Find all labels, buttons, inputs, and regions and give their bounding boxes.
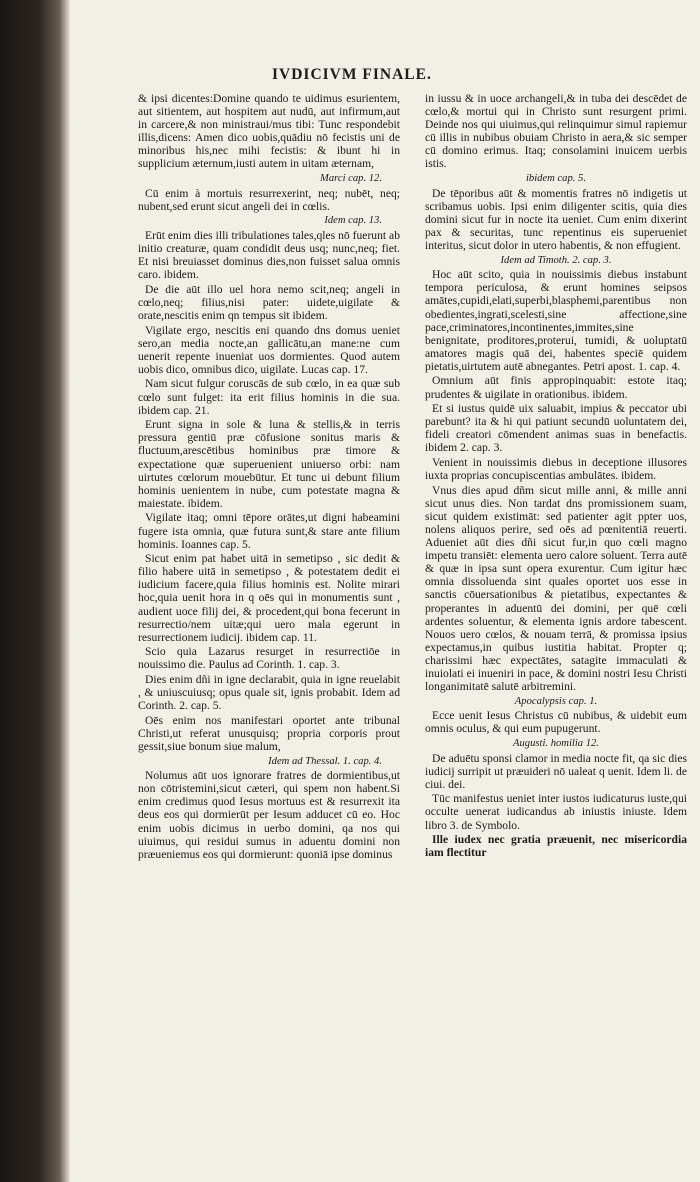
paragraph: Dies enim dñi in igne declarabit, quia in igne reuelabit , & uniuscuiusq; opus quale sit, ignis probabit. Idem ad Corinth. 2. cap. 5. [138, 673, 400, 713]
paragraph: Venient in nouissimis diebus in deceptione illusores iuxta proprias concupiscentias ambulātes. ibidem. [425, 456, 687, 483]
paragraph: Omnium aūt finis appropinquabit: estote itaq; prudentes & uigilate in orationibus. ibidem. [425, 374, 687, 401]
paragraph: Vigilate ergo, nescitis eni quando dns domus ueniet sero,an media nocte,an gallicātu,an mane:ne cum uenerit repente inueniat uos dormientes. Quod autem uobis dico, omnibus dico, uigilate. Lucas cap. 17. [138, 323, 400, 376]
citation: ibidem cap. 5. [525, 173, 587, 185]
citation: Augusti. homilia 12. [513, 738, 599, 749]
paragraph: De aduētu sponsi clamor in media nocte fit, qa sic dies iudicij surripit ut præuideri nō ualeat q uenit. Idem li. de ciui. dei. [425, 751, 687, 791]
paragraph: Ecce uenit Iesus Christus cū nubibus, & uidebit eum omnis oculus, & qui eum pupugerunt. [425, 709, 687, 736]
right-column [425, 92, 687, 861]
paragraph: Ille iudex nec gratia præuenit, nec misericordia iam flectitur [425, 833, 687, 860]
paragraph: Vnus dies apud dñm sicut mille anni, & mille anni sicut unus dies. Non tardat dns promissionem suam, sicut quidem existimāt: sed patienter agit ppter uos, nolens aliquos perire, sed oēs ad pœnitentiā reuerti. Adueniet aūt dies dñi sicut fur,in quo cœli magno impetu transiēt: elementa uero calore soluent. Terra autē & quæ in ipsa sunt opera exurentur. Cum igitur hæc omnia dissoluenda sint quales oportet uos esse in sanctis cōuersationibus & pietatibus, expectantes & properantes in aduentū dei domini, per quē cœli ardentes soluentur, & elementa ignis ardore tabescent. Nouos uero cœlos, & nouam terrā, & promissa ipsius expectamus,in quibus iustitia habitat. Propter q; charissimi hæc expectātes, satagite immaculati & inuiolati ei inueniri in pace, & domini nostri Iesu Christi longanimitatē salutē arbitremini. [425, 483, 687, 694]
page-gutter-shadow [0, 0, 70, 1182]
running-head: IVDICIVM FINALE. [272, 66, 432, 83]
paragraph: Oēs enim nos manifestari oportet ante tribunal Christi,ut referat unusquisq; propria corporis prout gessit,siue bonum siue malum, [138, 713, 400, 753]
left-column [138, 92, 400, 862]
citation: Idem ad Thessal. 1. cap. 4. [268, 755, 382, 767]
paragraph: & ipsi dicentes:Domine quando te uidimus esurientem, aut sitientem, aut hospitem aut nudū, aut infirmum,aut in carcere,& non ministraui/mus tibi: Tunc respondebit illis,dicens: Amen dico uobis,quādiu nō fecistis uni de minoribus his,nec mihi fecistis: & ibunt hi in supplicium æternum,iusti autem in uitam æternam, [138, 92, 400, 171]
paragraph: Hoc aūt scito, quia in nouissimis diebus instabunt tempora periculosa, & erunt homines seipsos amātes,cupidi,elati,superbi,blasphemi,parentibus non obedientes,ingrati,scelesti,sine affectione,sine pace,criminatores,incontinentes,immites,sine benignitate, proditores,proterui, tumidi, & uoluptatū amatores magis quā dei, habentes speciē quidem pietatis,uirtutem autē abnegantes. Petri apost. 1. cap. 4. [425, 268, 687, 373]
paragraph: Scio quia Lazarus resurget in resurrectiōe in nouissimo die. Paulus ad Corinth. 1. cap. 3. [138, 645, 400, 672]
paragraph: Erūt enim dies illi tribulationes tales,qles nō fuerunt ab initio creaturæ, quam condidit deus usq; nunc,neq; fiet. Et nisi breuiasset dominus dies,non fuisset salua omnis caro. ibidem. [138, 228, 400, 282]
citation: Apocalypsis cap. 1. [514, 695, 598, 707]
paragraph: Nolumus aūt uos ignorare fratres de dormientibus,ut non cōtristemini,sicut cæteri, qui spem non habent.Si enim credimus quod Iesus mortuus est & resurrexit ita deus eos qui dormierūt per Iesum adducet cū eo. Hoc enim uobis dicimus in uerbo domini, qa nos qui uiuimus, qui residui sumus in aduentu domini non præueniemus eos qui dormierunt: quoniā ipse dominus [138, 769, 400, 861]
citation: Idem ad Timoth. 2. cap. 3. [500, 254, 612, 266]
paragraph: Nam sicut fulgur coruscās de sub cœlo, in ea quæ sub cœlo sunt fulget: ita erit filius hominis in die sua. ibidem cap. 21. [138, 377, 400, 417]
paragraph: Et si iustus quidē uix saluabit, impius & peccator ubi parebunt? ita & hi qui patiunt secundū uoluntatem dei, fideli creatori cōmendent animas suas in benefactis. ibidem 2. cap. 3. [425, 402, 687, 455]
paragraph: Vigilate itaq; omni tēpore orātes,ut digni habeamini fugere ista omnia, quæ futura sunt,& stare ante filium hominis. Ioannes cap. 5. [138, 511, 400, 551]
citation: Marci cap. 12. [320, 173, 382, 185]
paragraph: Cū enim à mortuis resurrexerint, neq; nubēt, neq; nubent,sed erunt sicut angeli dei in cœlis. [138, 186, 400, 213]
citation: Idem cap. 13. [324, 215, 382, 227]
paragraph: Erunt signa in sole & luna & stellis,& in terris pressura gentiū præ cōfusione sonitus maris & fluctuum,arescētibus hominibus præ timore & expectatione quæ superuenient uniuerso orbi: nam uirtutes cœlorum mouebūtur. Et tunc ui debunt filium hominis uenientem in nube, cum potestate magna & maiestate. ibidem. [138, 418, 400, 510]
paragraph: Sicut enim pat habet uitā in semetipso , sic dedit & filio habere uitā in semetipso , & potestatem dedit ei iudicium facere,quia filius hominis est. Nolite mirari hoc,quia uenit hora in q oēs qui in monumentis sunt , audient uoce filij dei, & procedent,qui bona fecerunt in resurrectio/nem uitæ;qui uero mala egerunt in resurrectionem iudicij. ibidem cap. 11. [138, 552, 400, 644]
paragraph: in iussu & in uoce archangeli,& in tuba dei descēdet de cœlo,& mortui qui in Christo sunt resurgent primi. Deinde nos qui uiuimus,qui relinquimur simul rapiemur cū illis in nubibus obuiam Christo in aera,& sic semper cū domino erimus. Itaq; consolamini inuicem uerbis istis. [425, 92, 687, 171]
paragraph: De tēporibus aūt & momentis fratres nō indigetis ut scribamus uobis. Ipsi enim diligenter scitis, quia dies domini sicut fur in nocte ita ueniet. Cum enim dixerint pax & securitas, tunc repentinus eis superueniet interitus, sicut dolor in utero habentis, & non effugient. [425, 186, 687, 253]
paragraph: Tūc manifestus ueniet inter iustos iudicaturus iuste,qui occulte uenerat iudicandus ab iniustis iniuste. Idem libro 3. de Symbolo. [425, 792, 687, 832]
paragraph: De die aūt illo uel hora nemo scit,neq; angeli in cœlo,neq; filius,nisi pater: uidete,uigilate & orate,nescitis enim qn tempus sit ibidem. [138, 282, 400, 322]
